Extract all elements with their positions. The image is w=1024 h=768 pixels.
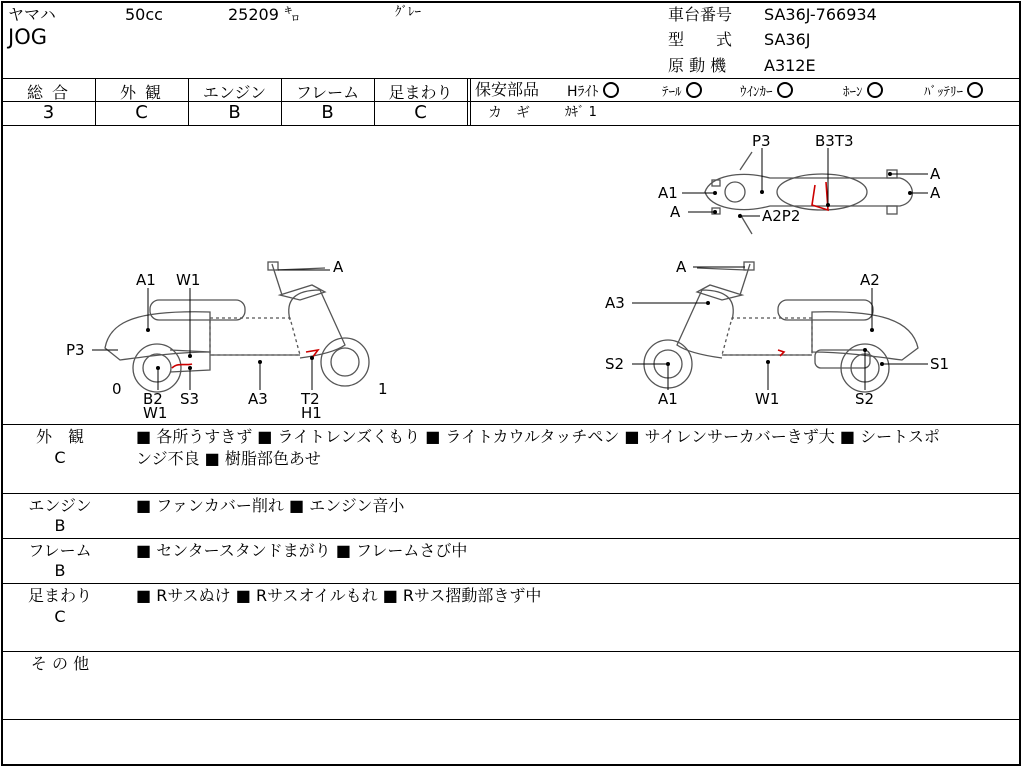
scooter-top-view [705,152,912,234]
diagram-label: A [930,184,941,202]
diagram-label: H1 [301,404,322,422]
divider [2,78,1020,79]
diagram-label: S3 [180,390,200,408]
ok-circle-icon [603,82,619,98]
leader-dots [146,172,912,370]
color-value: ｸﾞﾚｰ [395,5,421,20]
section-engine-grade: B [54,516,66,535]
diagram-label: A1 [136,271,156,289]
section-other-label: そ の 他 [30,654,90,673]
diagram-label: W1 [176,271,201,289]
divider [2,583,1020,584]
diagram-label: A3 [605,294,625,312]
section-exterior-label: 外 観 [35,427,84,446]
section-frame-text: ■ センタースタンドまがり ■ フレームさび中 [136,541,468,560]
section-frame-grade: B [54,561,66,580]
grade-exterior-label: 外 観 [119,83,164,102]
grade-total-label: 総 合 [26,83,71,102]
section-exterior-text: ■ 各所うすきず ■ ライトレンズくもり ■ ライトカウルタッチペン ■ サイレンサーカバーきず大 ■ シートスポ [136,427,940,446]
diagram-label: A3 [248,390,268,408]
damage-diagram [0,126,1024,424]
safety-battery: ﾊﾞｯﾃﾘｰ [924,82,983,102]
divider [467,78,468,125]
divider [470,78,471,125]
leader-lines [92,148,928,390]
section-frame-label: フレーム [28,541,92,560]
diagram-label: W1 [143,404,168,422]
ok-circle-icon [967,82,983,98]
diagram-label: A2P2 [762,207,801,225]
type-label: 型 式 [668,30,733,49]
ok-circle-icon [777,82,793,98]
diagram-label: A [333,258,344,276]
grade-suspension-value: C [414,102,427,123]
diagram-label: S2 [605,355,625,373]
diagram-label: A2 [860,271,880,289]
diagram-label: A [676,258,687,276]
safety-tail: ﾃｰﾙ [662,82,702,102]
engine-label: 原 動 機 [668,56,727,75]
section-exterior-text-2: ンジ不良 ■ 樹脂部色あせ [136,449,321,468]
key-value: ｶｷﾞ 1 [565,105,597,120]
chassis-label: 車台番号 [668,5,733,24]
grade-engine-label: エンジン [202,83,267,102]
safety-horn: ﾎｰﾝ [843,82,883,102]
diagram-label: P3 [752,132,771,150]
section-exterior-grade: C [54,448,66,467]
diagram-label: 1 [378,380,388,398]
divider [2,538,1020,539]
maker-name: ヤマハ [8,5,56,24]
engine-value: A312E [764,56,816,75]
grade-total-value: 3 [42,102,55,123]
diagram-label: T2 [301,390,320,408]
section-suspension-label: 足まわり [27,586,92,605]
divider [2,424,1020,425]
displacement: 50cc [125,5,163,24]
diagram-label: S1 [930,355,950,373]
divider [2,493,1020,494]
diagram-label: A [670,203,681,221]
ok-circle-icon [867,82,883,98]
safety-headlight: Hﾗｲﾄ [567,82,619,101]
diagram-label: S2 [855,390,875,408]
diagram-label: W1 [755,390,780,408]
diagram-label: B3T3 [815,132,854,150]
safety-label: 保安部品 [475,80,540,99]
diagram-label: B2 [143,390,163,408]
chassis-value: SA36J-766934 [764,5,877,24]
divider [2,719,1020,720]
section-engine-label: エンジン [28,496,92,515]
mileage: 25209 ㌔ [228,5,300,24]
grade-engine-value: B [228,102,241,123]
section-engine-text: ■ ファンカバー削れ ■ エンジン音小 [136,496,405,515]
diagram-label: A [930,165,941,183]
divider [2,651,1020,652]
diagram-label: 0 [112,380,122,398]
grade-frame-label: フレーム [295,83,360,102]
safety-winker: ｳｲﾝｶｰ [740,82,793,102]
diagram-label: A1 [658,184,678,202]
damage-marks [172,182,828,368]
model-name: JOG [8,25,47,49]
key-label: カ ギ [488,105,530,121]
diagram-label: A1 [658,390,678,408]
section-suspension-grade: C [54,607,66,626]
grade-exterior-value: C [135,102,148,123]
grade-frame-value: B [321,102,334,123]
grade-suspension-label: 足まわり [388,83,453,102]
diagram-label: P3 [66,341,85,359]
section-suspension-text: ■ Rサスぬけ ■ Rサスオイルもれ ■ Rサス摺動部きず中 [136,586,542,605]
ok-circle-icon [686,82,702,98]
type-value: SA36J [764,30,811,49]
